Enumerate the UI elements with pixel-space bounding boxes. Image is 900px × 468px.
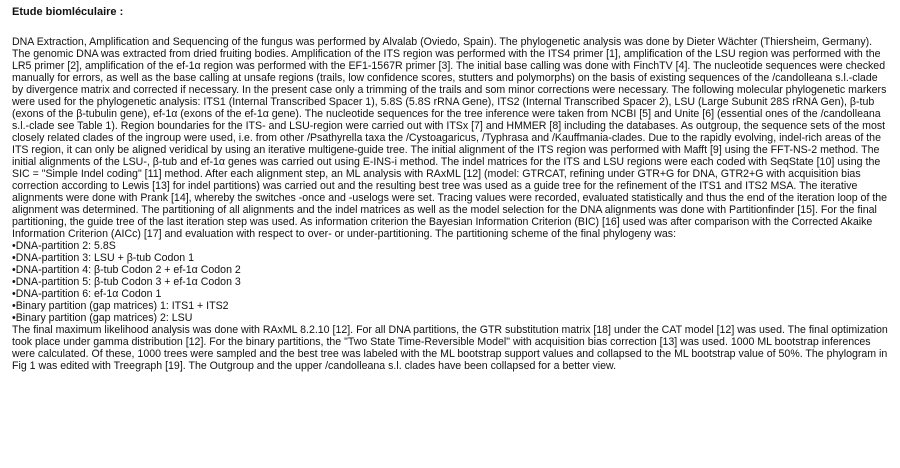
partition-item: •Binary partition (gap matrices) 2: LSU (12, 312, 193, 324)
methods-paragraph-2: The final maximum likelihood analysis was done with RAxML 8.2.10 [12]. For all DNA partitions, the GTR substitution matrix [18] under the CAT model [12] was used. The final optimization took place under gamma distribution [12]. For the binary partitions, the "Two State Time-Reversible Model" with acquisition bias correction [13] was used. 1000 ML bootstrap inferences were calculated. Of these, 1000 trees were sampled and the best tree was labeled with the ML bootstrap support values and collapsed to the ML bootstrap value of 50%. The phylogram in Fig 1 was edited with Treegraph [19]. The Outgroup and the upper /candolleana s.l. clades have been collapsed for a better view. (12, 324, 888, 372)
partition-item: •DNA-partition 3: LSU + β-tub Codon 1 (12, 252, 195, 264)
methods-paragraph-1: DNA Extraction, Amplification and Sequencing of the fungus was performed by Alvalab (Oviedo, Spain). The phylogenetic analysis was done by Dieter Wächter (Thiersheim, Germany). The genomic DNA was extracted from dried fruiting bodies. Amplification of the ITS region was performed with the ITS4 primer [1], amplification of the LSU region was performed with the LR5 primer [2], amplification of the ef-1α region was performed with the EF1-1567R primer [3]. The initial base calling was done with FinchTV [4]. The nucleotide sequences were checked manually for errors, as well as the base calling at unsafe regions (trails, low confidence scores, stutters and polymorphs) on the basis of existing sequences of the /candolleana s.l.-clade by divergence matrix and corrected if necessary. In the present case only a trimming of the trails and som minor corrections were necessary. The following molecular phylogenetic markers were used for the phylogenetic analysis: ITS1 (Internal Transcribed Spacer 1), 5.8S (5.8S rRNA Gene), ITS2 (Internal Transcribed Spacer 2), LSU (Large Subunit 28S rRNA Gen), β-tub (exons of the β-tubulin gene), ef-1α (exons of the ef-1α gene). The nucleotide sequences for the tree inference were taken from NCBI [5] and Unite [6] (essential ones of the /candolleana s.l.-clade see Table 1). Region boundaries for the ITS- and LSU-region were carried out with ITSx [7] and HMMER [8] including the databases. As outgroup, the sequence sets of the most closely related clades of the ingroup were used, i.e. from other /Psathyrella taxa the /Cystoagaricus, /Typhrasa and /Kauffmania-clades. Due to the rapidly evolving, indel-rich areas of the ITS region, it can only be aligned veridical by using an iterative multigene-guide tree. The initial alignment of the ITS region was performed with Mafft [9] using the FFT-NS-2 method. The initial alignments of the LSU-, β-tub and ef-1α genes was carried out using E-INS-i method. The indel matrices for the ITS and LSU regions were each coded with SeqState [10] using the SIC = "Simple Indel coding" [11] method. After each alignment step, an ML analysis with RAxML [12] (model: GTRCAT, refining under GTR+G for DNA, GTR2+G with acquisition bias correction according to Lewis [13] for indel partitions) was carried out and the resulting best tree was used as a guide tree for the refinement of the ITS1 and ITS2 MSA. The iterative alignments were done with Prank [14], whereby the switches -once and -uselogs were set. Tracing values were recorded, evaluated statistically and thus the end of the iteration loop of the alignment was determined. The partitioning of all alignments and the indel matrices as well as the model selection for the DNA alignments was done with Partitionfinder [15]. For the final partitioning, the guide tree of the last iteration step was used. As information criterion the Bayesian Information Criterion (BIC) [16] used was after comparison with the Corrected Akaike Information Criterion (AICc) [17] and evaluation with respect to over- or under-partitioning. The partitioning scheme of the final phylogeny was: (12, 36, 888, 240)
partition-item: •DNA-partition 2: 5.8S (12, 240, 116, 252)
partition-item: •Binary partition (gap matrices) 1: ITS1 + ITS2 (12, 300, 229, 312)
partition-item: •DNA-partition 5: β-tub Codon 3 + ef-1α Codon 3 (12, 276, 241, 288)
partition-list (12, 240, 888, 324)
partition-item: •DNA-partition 4: β-tub Codon 2 + ef-1α Codon 2 (12, 264, 241, 276)
document-title: Etude biomléculaire : (12, 6, 124, 18)
partition-item: •DNA-partition 6: ef-1α Codon 1 (12, 288, 162, 300)
